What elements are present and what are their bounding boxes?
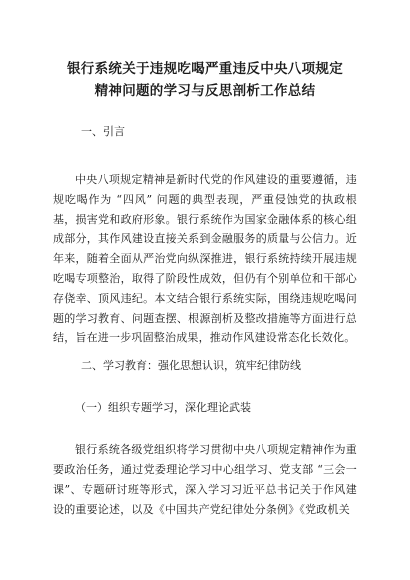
title-line-2: 精神问题的学习与反思剖析工作总结 xyxy=(94,83,316,99)
title-line-1: 银行系统关于违规吃喝严重违反中央八项规定 xyxy=(67,61,343,77)
introduction-paragraph: 中央八项规定精神是新时代党的作风建设的重要遵循，违规吃喝作为 “四风” 问题的典型表现，严重侵蚀党的执政根基，损害党和政府形象。银行系统作为国家金融体系的核心组成部分，其作风建设直接关系到金融服务的质量与公信力。近年来，随着全面从严治党向纵深推进，银行系统持续开展违规吃喝专项整治，取得了阶段性成效，但仍有个别单位和干部心存侥幸、顶风违纪。本文结合银行系统实际，围绕违规吃喝问题的学习教育、问题查摆、根源剖析及整改措施等方面进行总结，旨在进一步巩固整治成果，推动作风建设常态化长效化。 xyxy=(53,173,357,345)
section-heading-introduction: 一、引言 xyxy=(81,125,125,138)
subsection-heading-study: （一）组织专题学习，深化理论武装 xyxy=(75,401,251,415)
study-paragraph: 银行系统各级党组织将学习贯彻中央八项规定精神作为重要政治任务，通过党委理论学习中心组学习、党支部 “三会一课”、专题研讨班等形式，深入学习习近平总书记关于作风建设的重要论述，以及《中国共产党纪律处分条例》《党政机关 xyxy=(53,443,357,516)
document-title xyxy=(53,0,357,102)
section-heading-study-education: 二、学习教育：强化思想认识，筑牢纪律防线 xyxy=(81,359,301,373)
